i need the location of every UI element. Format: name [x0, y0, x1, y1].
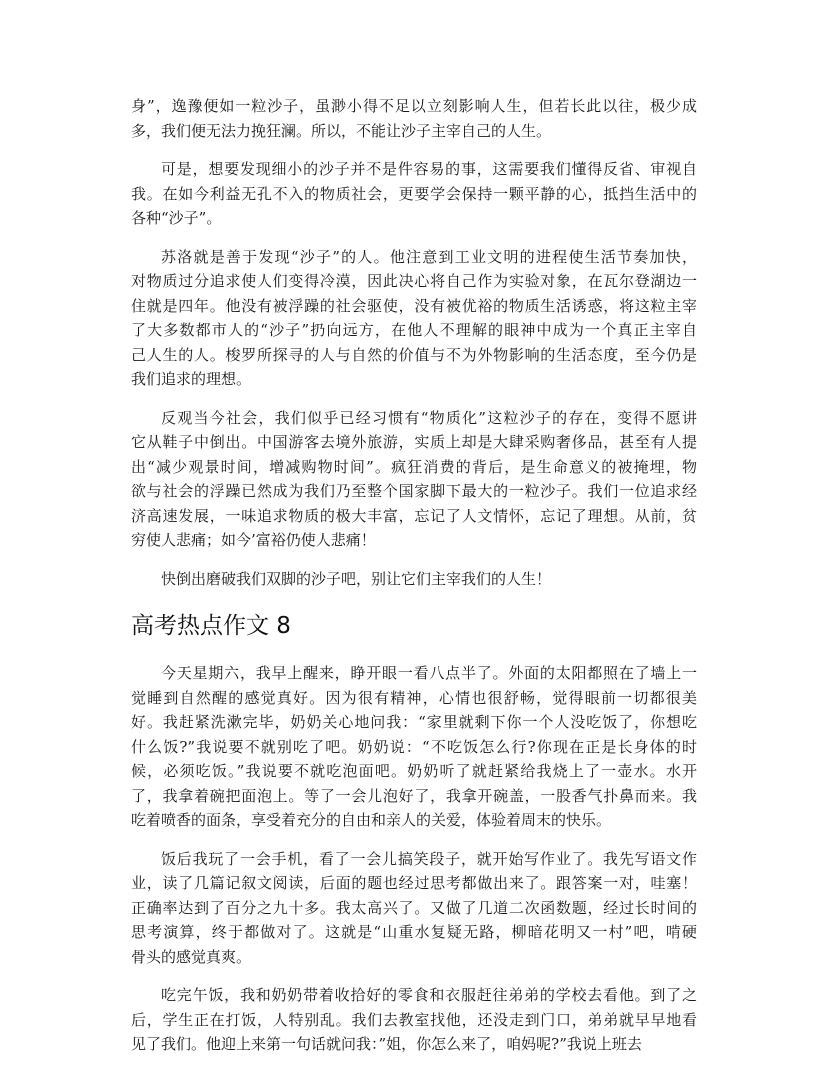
paragraph — [131, 157, 697, 231]
text-line: 了，我拿着碗把面泡上。等了一会儿泡好了，我拿开碗盖，一股香气扑鼻而来。我 — [131, 786, 697, 805]
text-line: 了大多数都市人的“沙子”扔向远方，在他人不理解的眼神中成为一个真正主宰自 — [131, 321, 697, 339]
text-line: 业，读了几篇记叙文阅读，后面的题也经过思考都做出来了。跟答案一对，哇塞！ — [131, 874, 697, 892]
text-line: 各种“沙子”。 — [131, 209, 222, 227]
paragraph — [131, 661, 697, 833]
text-line: 今天星期六，我早上醒来，睁开眼一看八点半了。外面的太阳都照在了墙上一 — [161, 664, 697, 682]
text-line: 穷使人悲痛；如今’富裕仍使人悲痛！ — [131, 531, 376, 549]
text-line: 我。在如今利益无孔不入的物质社会，更要学会保持一颗平静的心，抵挡生活中的 — [131, 184, 697, 203]
text-line: 济高速发展，一味追求物质的极大丰富，忘记了人文情怀，忘记了理想。从前，贫 — [131, 506, 697, 525]
text-line: 见了我们。他迎上来第一句话就问我：”姐，你怎么来了，咱妈呢?”我说上班去 — [131, 1035, 642, 1053]
text-line: 思考演算，终于都做对了。这就是“山重水复疑无路，柳暗花明又一村”吧，啃硬 — [131, 923, 697, 941]
text-line: 可是，想要发现细小的沙子并不是件容易的事，这需要我们懂得反省、审视自 — [161, 160, 697, 178]
text-line: 我们追求的理想。 — [131, 370, 252, 388]
paragraph — [131, 983, 697, 1057]
text-line: 它从鞋子中倒出。中国游客去境外旅游，实质上却是大肆采购奢侈品，甚至有人提 — [131, 433, 697, 451]
paragraph — [131, 847, 697, 970]
text-line: 吃完午饭，我和奶奶带着收拾好的零食和衣服赶往弟弟的学校去看他。到了之 — [161, 986, 697, 1004]
text-line: 骨头的感觉真爽。 — [131, 947, 252, 966]
text-line: 苏洛就是善于发现“沙子”的人。他注意到工业文明的进程使生活节奏加快， — [161, 247, 697, 266]
paragraph — [131, 94, 697, 143]
document-page — [131, 94, 697, 1071]
text-line: 多，我们便无法力挽狂澜。所以，不能让沙子主宰自己的人生。 — [131, 121, 552, 140]
text-line: 欲与社会的浮躁已然成为我们乃至整个国家脚下最大的一粒沙子。我们一位追求经 — [131, 482, 697, 500]
text-line: 己人生的人。梭罗所探寻的人与自然的价值与不为外物影响的生活态度，至今仍是 — [131, 345, 697, 364]
text-line: 身”，逸豫便如一粒沙子，虽渺小得不足以立刻影响人生，但若长此以往，极少成 — [131, 97, 697, 115]
paragraph — [131, 406, 697, 553]
text-line: 对物质过分追求使人们变得冷漠，因此决心将自己作为实验对象，在瓦尔登湖边一 — [131, 272, 697, 290]
text-line: 反观当今社会，我们似乎已经习惯有“物质化”这粒沙子的存在，变得不愿讲 — [161, 408, 697, 427]
paragraph — [131, 245, 697, 392]
text-line: 觉睡到自然醒的感觉真好。因为很有精神，心情也很舒畅，觉得眼前一切都很美 — [131, 688, 697, 707]
text-line: 住就是四年。他没有被浮躁的社会驱使，没有被优裕的物质生活诱惑，将这粒主宰 — [131, 296, 697, 315]
section-essay-7-ending — [131, 94, 697, 591]
section-essay-8 — [131, 661, 697, 1057]
text-line: 正确率达到了百分之九十多。我太高兴了。又做了几道二次函数题，经过长时间的 — [131, 898, 697, 917]
paragraph — [131, 567, 697, 592]
text-line: 饭后我玩了一会手机，看了一会儿搞笑段子，就开始写作业了。我先写语文作 — [161, 849, 697, 868]
text-line: 好。我赶紧洗漱完毕，奶奶关心地问我：“家里就剩下你一个人没吃饭了，你想吃 — [131, 713, 697, 731]
section-heading: 高考热点作文 8 — [131, 613, 291, 639]
text-line: 吃着喷香的面条，享受着充分的自由和亲人的关爱，体验着周末的快乐。 — [131, 811, 612, 829]
text-line: 出“减少观景时间，增减购物时间”。疯狂消费的背后，是生命意义的被掩埋，物 — [131, 457, 697, 476]
text-line: 候，必须吃饭。”我说要不就吃泡面吧。奶奶听了就赶紧给我烧上了一壶水。水开 — [131, 762, 697, 780]
text-line: 什么饭?”我说要不就别吃了吧。奶奶说：“不吃饭怎么行?你现在正是长身体的时 — [131, 737, 697, 756]
text-line: 后，学生正在打饭，人特别乱。我们去教室找他，还没走到门口，弟弟就早早地看 — [131, 1010, 697, 1029]
text-line: 快倒出磨破我们双脚的沙子吧，别让它们主宰我们的人生！ — [161, 569, 552, 588]
